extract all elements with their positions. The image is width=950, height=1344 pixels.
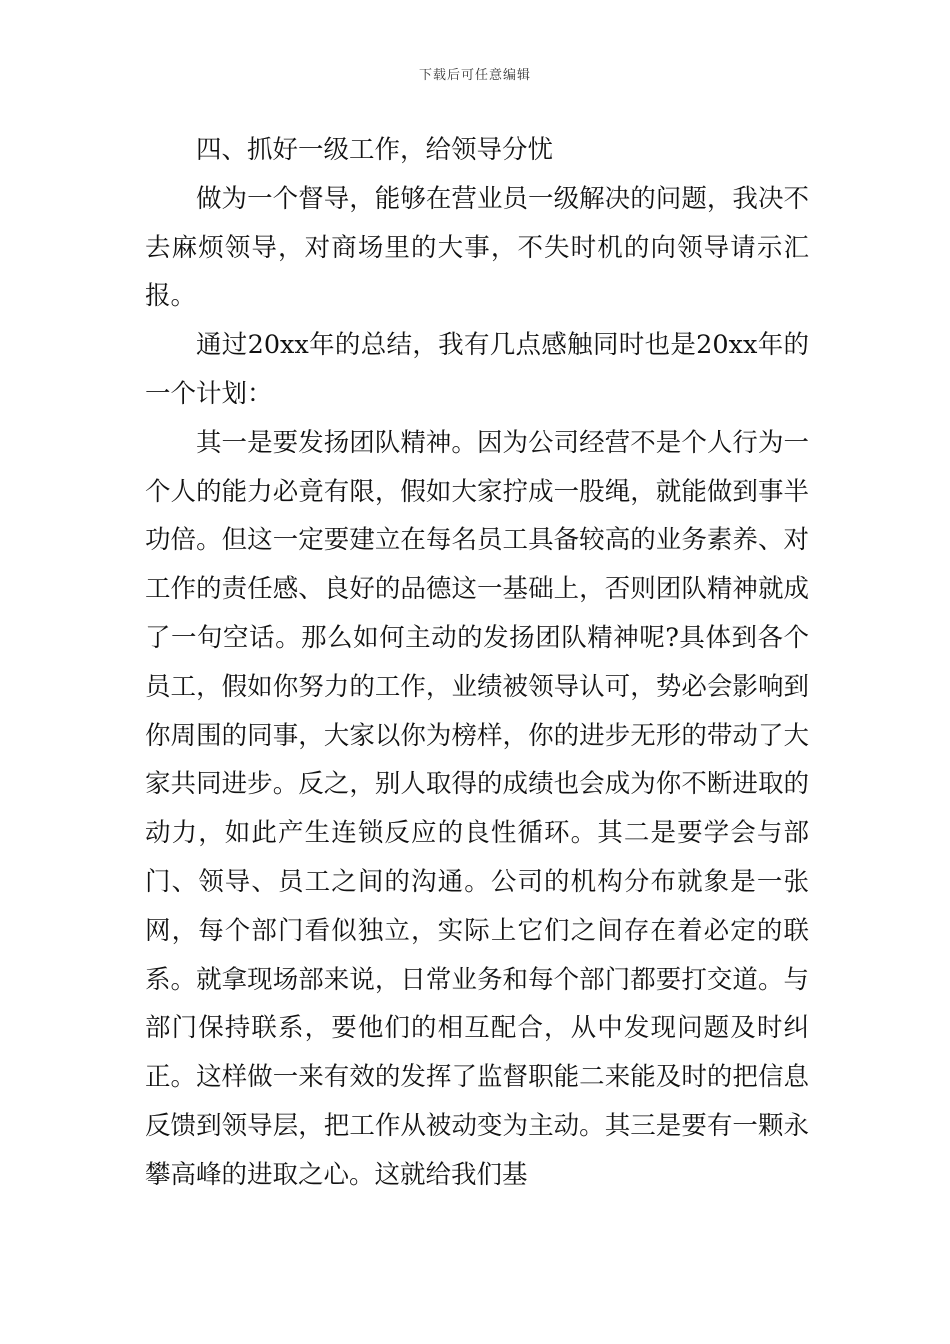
paragraph: 做为一个督导，能够在营业员一级解决的问题，我决不去麻烦领导，对商场里的大事，不失时机的向领导请示汇报。: [145, 183, 809, 312]
page-header: 下载后可任意编辑: [418, 68, 531, 83]
paragraph: 其一是要发扬团队精神。因为公司经营不是个人行为一个人的能力必竟有限，假如大家拧成一股绳，就能做到事半功倍。但这一定要建立在每名员工具备较高的业务素养、对工作的责任感、良好的品德这一基础上，否则团队精神就成了一句空话。那么如何主动的发扬团队精神呢?具体到各个员工，假如你努力的工作，业绩被领导认可，势必会影响到你周围的同事，大家以你为榜样，你的进步无形的带动了大家共同进步。反之，别人取得的成绩也会成为你不断进取的动力，如此产生连锁反应的良性循环。其二是要学会与部门、领导、员工之间的沟通。公司的机构分布就象是一张网，每个部门看似独立，实际上它们之间存在着必定的联系。就拿现场部来说，日常业务和每个部门都要打交道。与部门保持联系，要他们的相互配合，从中发现问题及时纠正。这样做一来有效的发挥了监督职能二来能及时的把信息反馈到领导层，把工作从被动变为主动。其三是要有一颗永攀高峰的进取之心。这就给我们基: [145, 427, 809, 1190]
section-heading: 四、抓好一级工作，给领导分忧: [196, 135, 554, 165]
paragraph: 通过20xx年的总结，我有几点感触同时也是20xx年的一个计划：: [145, 330, 809, 409]
document-body: [145, 126, 809, 1200]
